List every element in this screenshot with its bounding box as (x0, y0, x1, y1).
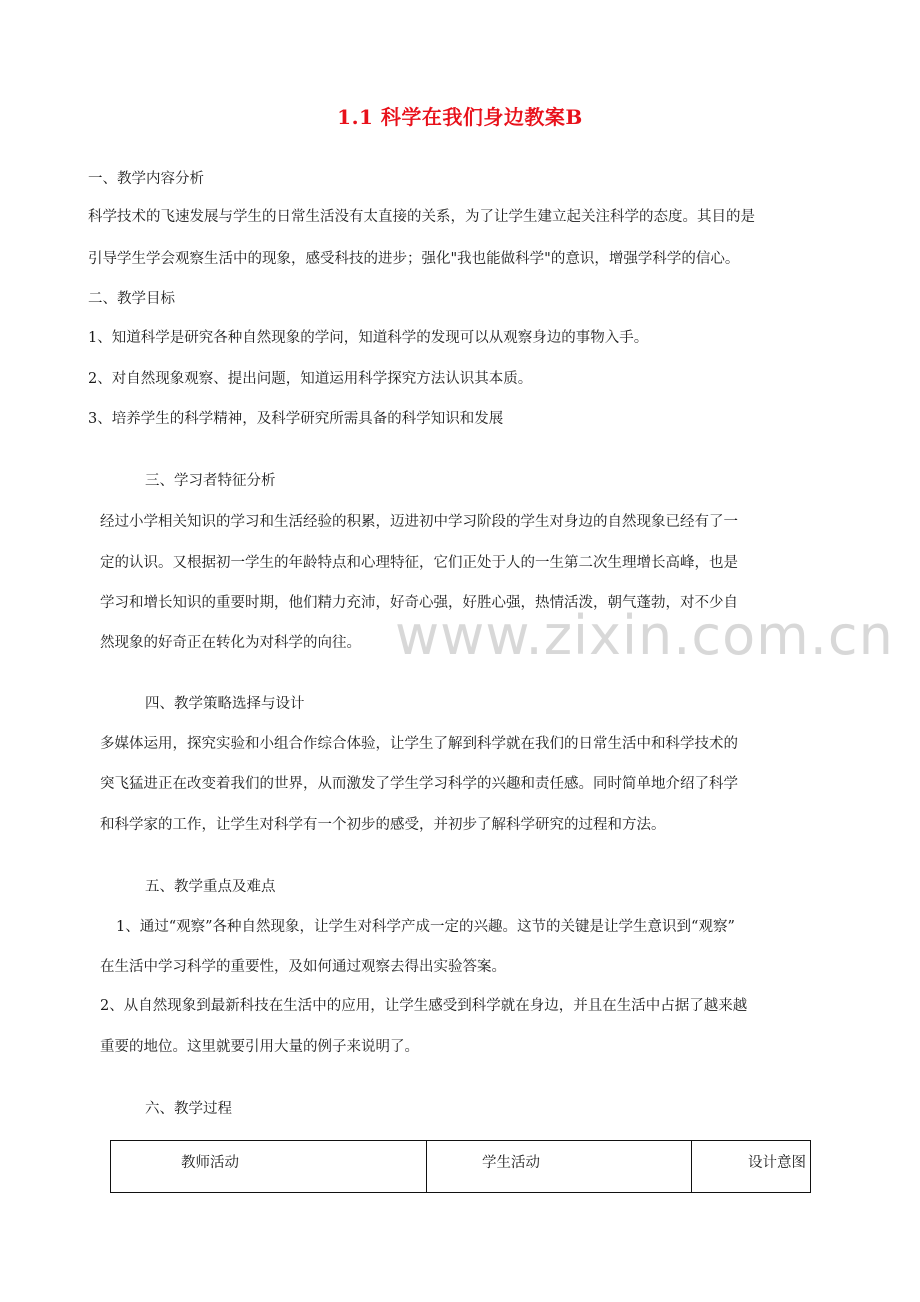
paragraph-line: 2、从自然现象到最新科技在生活中的应用，让学生感受到科学就在身边，并且在生活中占据了越来越 (100, 998, 748, 1014)
section-heading-content-analysis: 一、教学内容分析 (88, 171, 204, 187)
watermark: www.zixin.com.cn (395, 604, 894, 667)
paragraph-line: 突飞猛进正在改变着我们的世界，从而激发了学生学习科学的兴趣和责任感。同时简单地介绍了科学 (100, 776, 738, 792)
table-header-student-activity: 学生活动 (427, 1141, 692, 1193)
document-title: 1.1 科学在我们身边教案B (337, 105, 583, 129)
table-header-design-intent: 设计意图 (692, 1141, 811, 1193)
teaching-process-table (110, 1140, 811, 1193)
paragraph-line: 和科学家的工作，让学生对科学有一个初步的感受，并初步了解科学研究的过程和方法。 (100, 817, 666, 833)
list-item: 2、对自然现象观察、提出问题，知道运用科学探究方法认识其本质。 (88, 371, 533, 387)
section-heading-process: 六、教学过程 (145, 1101, 232, 1117)
paragraph-line: 重要的地位。这里就要引用大量的例子来说明了。 (100, 1039, 419, 1055)
section-heading-strategy: 四、教学策略选择与设计 (145, 696, 305, 712)
section-heading-objectives: 二、教学目标 (88, 291, 175, 307)
paragraph-line: 经过小学相关知识的学习和生活经验的积累，迈进初中学习阶段的学生对身边的自然现象已经有了一 (100, 514, 738, 530)
list-item: 1、知道科学是研究各种自然现象的学问，知道科学的发现可以从观察身边的事物入手。 (88, 330, 649, 346)
paragraph-line: 然现象的好奇正在转化为对科学的向往。 (100, 635, 361, 651)
section-heading-learner-analysis: 三、学习者特征分析 (145, 473, 276, 489)
paragraph-line: 多媒体运用，探究实验和小组合作综合体验，让学生了解到科学就在我们的日常生活中和科学技术的 (100, 736, 738, 752)
table-header-teacher-activity: 教师活动 (111, 1141, 427, 1193)
paragraph-line: 学习和增长知识的重要时期，他们精力充沛，好奇心强，好胜心强，热情活泼，朝气蓬勃，对不少自 (100, 595, 738, 611)
paragraph-line: 在生活中学习科学的重要性，及如何通过观察去得出实验答案。 (100, 959, 506, 975)
paragraph-line: 科学技术的飞速发展与学生的日常生活没有太直接的关系，为了让学生建立起关注科学的态度。其目的是 (88, 209, 755, 225)
paragraph-line: 1、通过“观察”各种自然现象，让学生对科学产成一定的兴趣。这节的关键是让学生意识到“观察” (116, 919, 735, 935)
paragraph-line: 定的认识。又根据初一学生的年龄特点和心理特征，它们正处于人的一生第二次生理增长高峰，也是 (100, 555, 738, 571)
section-heading-key-points: 五、教学重点及难点 (145, 879, 276, 895)
paragraph-line: 引导学生学会观察生活中的现象，感受科技的进步；强化"我也能做科学"的意识，增强学科学的信心。 (88, 251, 740, 267)
list-item: 3、培养学生的科学精神，及科学研究所需具备的科学知识和发展 (88, 411, 504, 427)
table-header-row (111, 1141, 811, 1193)
